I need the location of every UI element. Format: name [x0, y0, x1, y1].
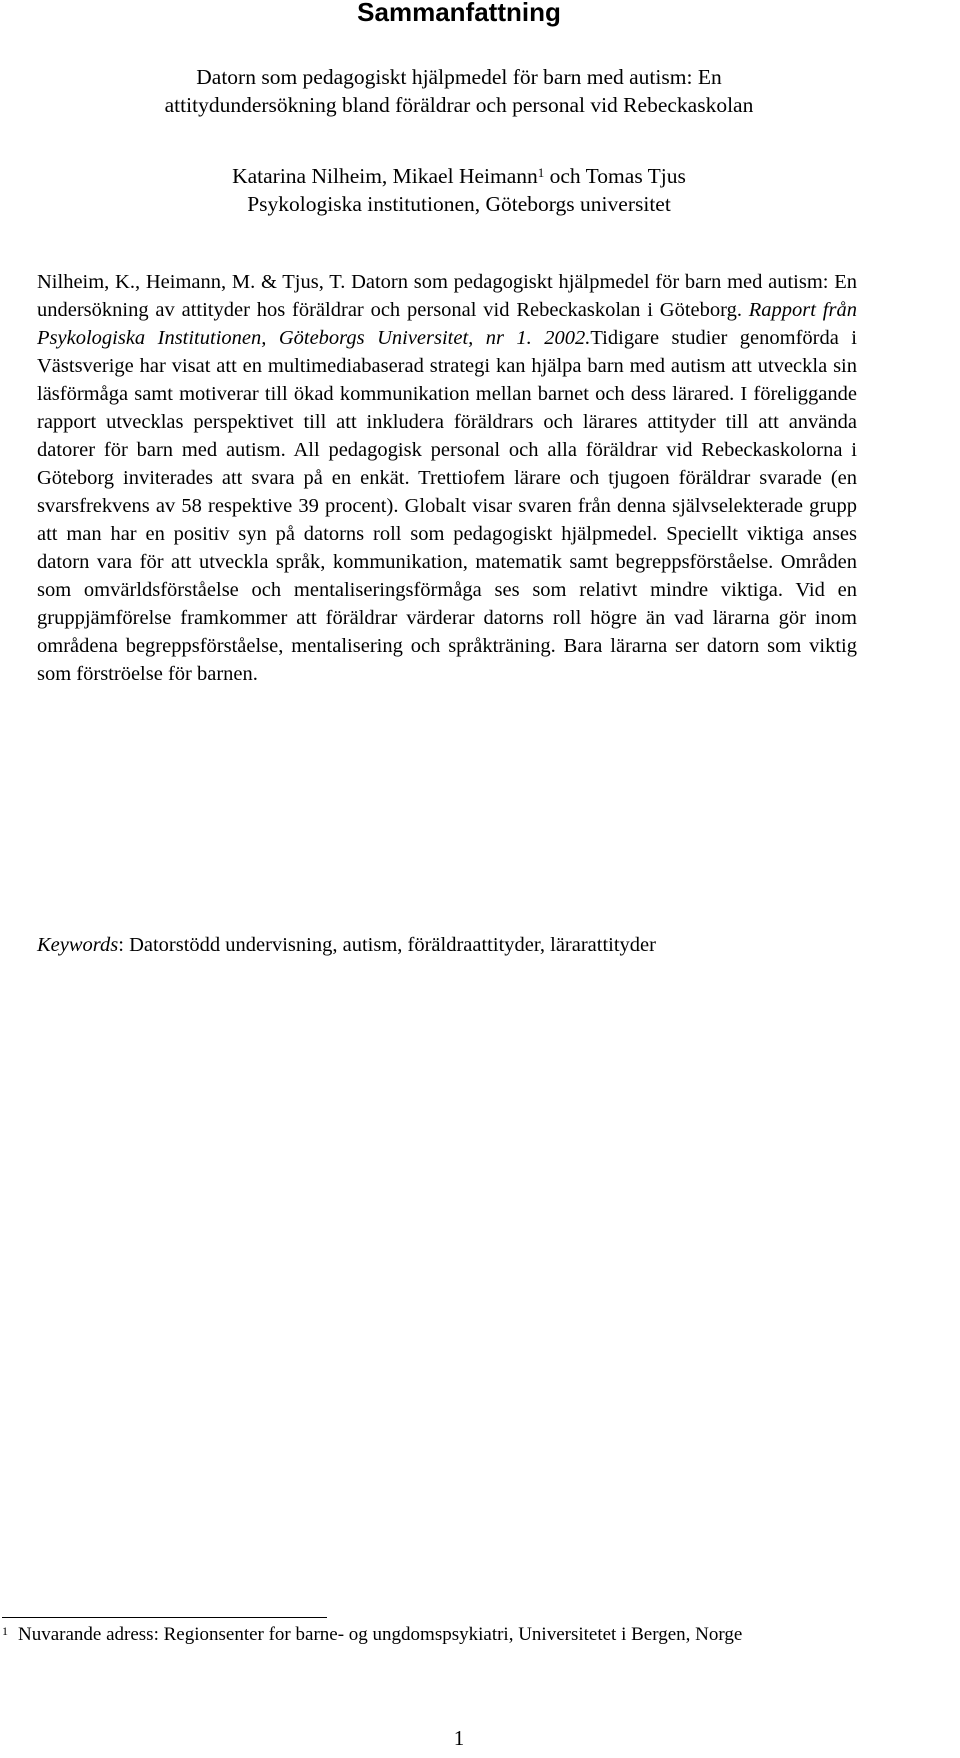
footnote: [2, 1622, 902, 1648]
keywords-line: [37, 931, 897, 959]
page-number: 1: [453, 1726, 465, 1750]
page-heading: Sammanfattning: [357, 0, 561, 27]
report-title: [0, 63, 918, 119]
abstract-paragraph: [37, 268, 857, 688]
footnote-divider: [2, 1617, 327, 1618]
report-title-line-2: attitydundersökning bland föräldrar och personal vid Rebeckaskolan: [164, 93, 754, 117]
abstract-body: Tidigare studier genomförda i Västsverige har visat att en multimediabaserad strategi kan hjälpa barn med autism att utveckla sin läsförmåga samt motiverar till ökad kommunikation mellan barnet och dess lärared. I föreliggande rapport utvecklas perspektivet till att inkludera föräldrars och lärares attityder till att använda datorer för barn med autism. All pedagogisk personal och alla föräldrar vid Rebeckaskolorna i Göteborg inviterades att svara på en enkät. Trettiofem lärare och tjugoen föräldrar svarade (en svarsfrekvens av 58 respektive 39 procent). Globalt visar svaren från denna självselekterade grupp att man har en positiv syn på datorns roll som pedagogiskt hjälpmedel. Speciellt viktiga anses datorn vara för att utveckla språk, kommunikation, matematik samt begreppsförståelse. Områden som omvärldsförståelse och mentaliseringsförmåga ses som relativt mindre viktiga. Vid en gruppjämförelse framkommer att föräldrar värderar datorns roll högre än vad lärarna gör inom områdena begreppsförståelse, mentalisering och språkträning. Bara lärarna ser datorn som viktig som förströelse för barnen.: [37, 327, 857, 685]
footnote-mark: 1: [2, 1624, 8, 1638]
keywords-label: Keywords: [37, 934, 119, 956]
author-footnote-mark: 1: [537, 165, 545, 180]
author-names-after: och Tomas Tjus: [544, 164, 686, 188]
author-names: [0, 162, 918, 190]
report-title-line-1: Datorn som pedagogiskt hjälpmedel för barn med autism: En: [196, 65, 722, 89]
abstract-citation: Nilheim, K., Heimann, M. & Tjus, T. Datorn som pedagogiskt hjälpmedel för barn med autism: En undersökning av attityder hos föräldrar och personal vid Rebeckaskolan i Göteborg.: [37, 271, 857, 321]
keywords-text: Datorstödd undervisning, autism, föräldraattityder, lärarattityder: [129, 934, 656, 956]
footnote-text: Nuvarande adress: Regionsenter for barne- og ungdomspsykiatri, Universitetet i Bergen, Norge: [18, 1624, 743, 1645]
abstract-report-reference: Rapport från Psykologiska Institutionen, Göteborgs Universitet, nr 1. 2002.: [37, 299, 857, 349]
keywords-separator: :: [118, 934, 130, 956]
author-affiliation: Psykologiska institutionen, Göteborgs universitet: [247, 192, 671, 216]
author-block: [0, 162, 918, 218]
author-names-before: Katarina Nilheim, Mikael Heimann: [232, 164, 538, 188]
